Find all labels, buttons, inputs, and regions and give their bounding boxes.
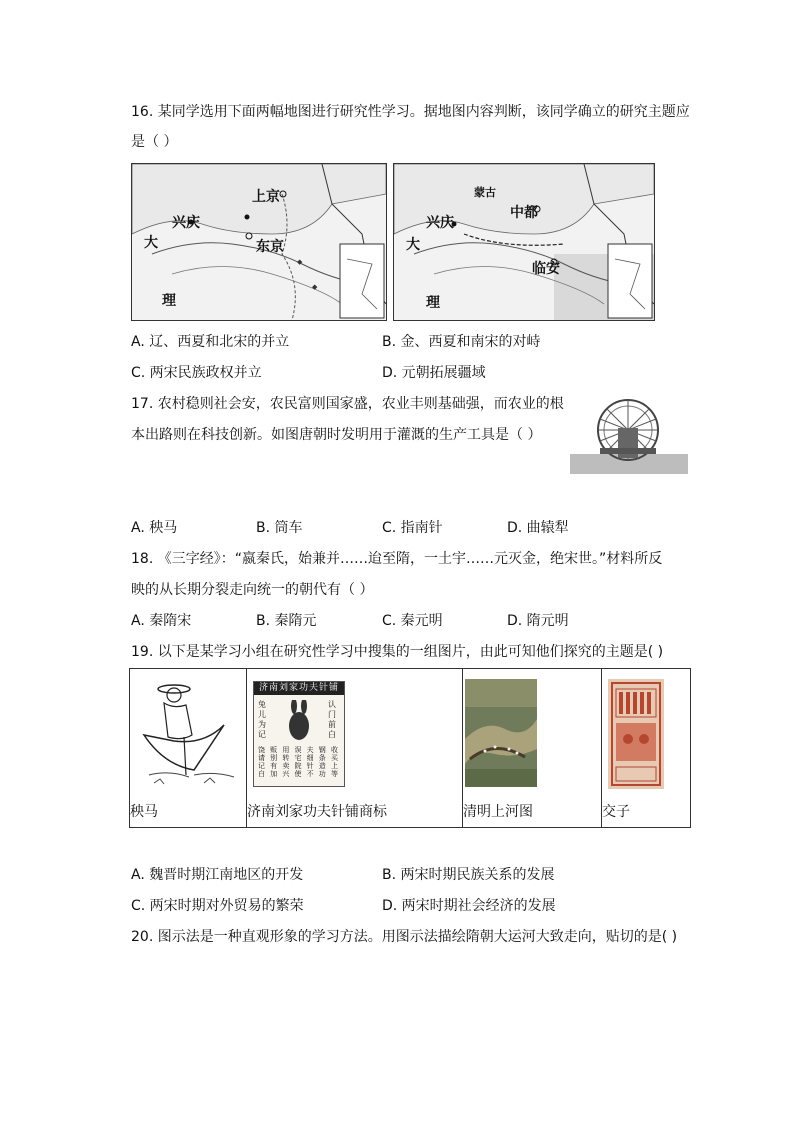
- map-southern-song-period: [393, 163, 655, 321]
- q16-stem-line2: 是（ ）: [131, 134, 178, 150]
- svg-text:◆: ◆: [312, 283, 318, 291]
- map1-label-li: 理: [162, 293, 176, 309]
- jiaozi-note-image: [608, 679, 664, 789]
- map2-label-linan: 临安: [532, 261, 560, 277]
- q16-option-b[interactable]: B. 金、西夏和南宋的对峙: [382, 334, 541, 350]
- svg-text:◆: ◆: [297, 258, 303, 266]
- q17-option-c[interactable]: C. 指南针: [382, 520, 443, 536]
- q19-cell-shop-sign: [247, 669, 463, 828]
- q19-caption-yangma: 秧马: [130, 804, 158, 820]
- map2-label-li: 理: [426, 295, 440, 311]
- shop-sign-col: 用转卖兴: [282, 746, 290, 778]
- q18-stem-line2: 映的从长期分裂走向统一的朝代有（ ）: [131, 582, 374, 598]
- q17-stem-line1: 17. 农村稳则社会安，农民富则国家盛，农业丰则基础强，而农业的根: [131, 396, 564, 412]
- q19-option-c[interactable]: C. 两宋时期对外贸易的繁荣: [131, 898, 304, 914]
- map1-label-dongjing: 东京: [256, 239, 284, 255]
- map-northern-song-period: [131, 163, 387, 321]
- q18-option-b[interactable]: B. 秦隋元: [256, 613, 317, 629]
- yangma-drawing: [134, 675, 244, 795]
- q18-option-c[interactable]: C. 秦元明: [382, 613, 443, 629]
- map2-label-menggu: 蒙古: [474, 186, 496, 199]
- map1-label-shangjing: 上京: [252, 189, 280, 205]
- q16-option-c[interactable]: C. 两宋民族政权并立: [131, 365, 262, 381]
- map2-label-da: 大: [406, 237, 420, 253]
- qingming-painting-image: [465, 679, 537, 787]
- q17-option-d[interactable]: D. 曲辕犁: [507, 520, 569, 536]
- shop-sign-col: 饶请记白: [258, 746, 265, 778]
- waterwheel-drawing: [570, 392, 688, 474]
- q19-caption-jiaozi: 交子: [602, 804, 630, 820]
- shop-sign-col: 钢条造功: [318, 746, 326, 778]
- q19-option-a[interactable]: A. 魏晋时期江南地区的开发: [131, 867, 304, 883]
- shop-sign-col: 贩别有加: [270, 746, 278, 778]
- q19-picture-table: [129, 668, 691, 828]
- map1-label-da: 大: [144, 235, 158, 251]
- shop-sign-col: 误宅院使: [294, 746, 302, 778]
- map2-label-zhongdu: 中都: [510, 205, 538, 221]
- q19-caption-shop-sign: 济南刘家功夫针铺商标: [247, 804, 387, 820]
- shop-sign-col: 夫细针不: [306, 746, 314, 778]
- shop-sign-right: 认门前白: [328, 700, 336, 739]
- q20-stem: 20. 图示法是一种直观形象的学习方法。用图示法描绘隋朝大运河大致走向，贴切的是( ): [131, 929, 678, 945]
- q18-option-a[interactable]: A. 秦隋宋: [131, 613, 192, 629]
- q17-stem-line2: 本出路则在科技创新。如图唐朝时发明用于灌溉的生产工具是（ ）: [131, 427, 542, 443]
- shop-sign-col: 收买上等: [330, 746, 338, 778]
- q17-option-a[interactable]: A. 秧马: [131, 520, 178, 536]
- q19-stem: 19. 以下是某学习小组在研究性学习中搜集的一组图片，由此可知他们探究的主题是( ): [131, 644, 664, 660]
- map2-label-xingqing: 兴庆: [426, 215, 454, 231]
- q18-stem-line1: 18. 《三字经》：“嬴秦氏，始兼并……迨至隋，一土宇……元灭金，绝宋世。”材料所反: [131, 551, 663, 567]
- waterwheel-image: [570, 392, 688, 474]
- q19-caption-qingming: 清明上河图: [463, 804, 533, 820]
- q19-cell-yangma: [130, 669, 247, 828]
- shop-sign-left: 兔儿为记: [258, 700, 266, 739]
- q19-option-d[interactable]: D. 两宋时期社会经济的发展: [382, 898, 556, 914]
- q16-option-d[interactable]: D. 元朝拓展疆域: [382, 365, 486, 381]
- q16-stem-line1: 16. 某同学选用下面两幅地图进行研究性学习。据地图内容判断，该同学确立的研究主题应: [131, 104, 690, 120]
- q18-option-d[interactable]: D. 隋元明: [507, 613, 569, 629]
- q19-option-b[interactable]: B. 两宋时期民族关系的发展: [382, 867, 555, 883]
- shop-sign-image: [253, 681, 345, 787]
- shop-sign-title: 济南刘家功夫针铺: [254, 682, 344, 695]
- q16-option-a[interactable]: A. 辽、西夏和北宋的并立: [131, 334, 290, 350]
- map1-label-xingqing: 兴庆: [172, 215, 200, 231]
- q19-cell-jiaozi: [602, 669, 691, 828]
- rabbit-emblem-icon: [284, 700, 314, 744]
- q19-cell-qingming: [463, 669, 602, 828]
- q17-option-b[interactable]: B. 筒车: [256, 520, 303, 536]
